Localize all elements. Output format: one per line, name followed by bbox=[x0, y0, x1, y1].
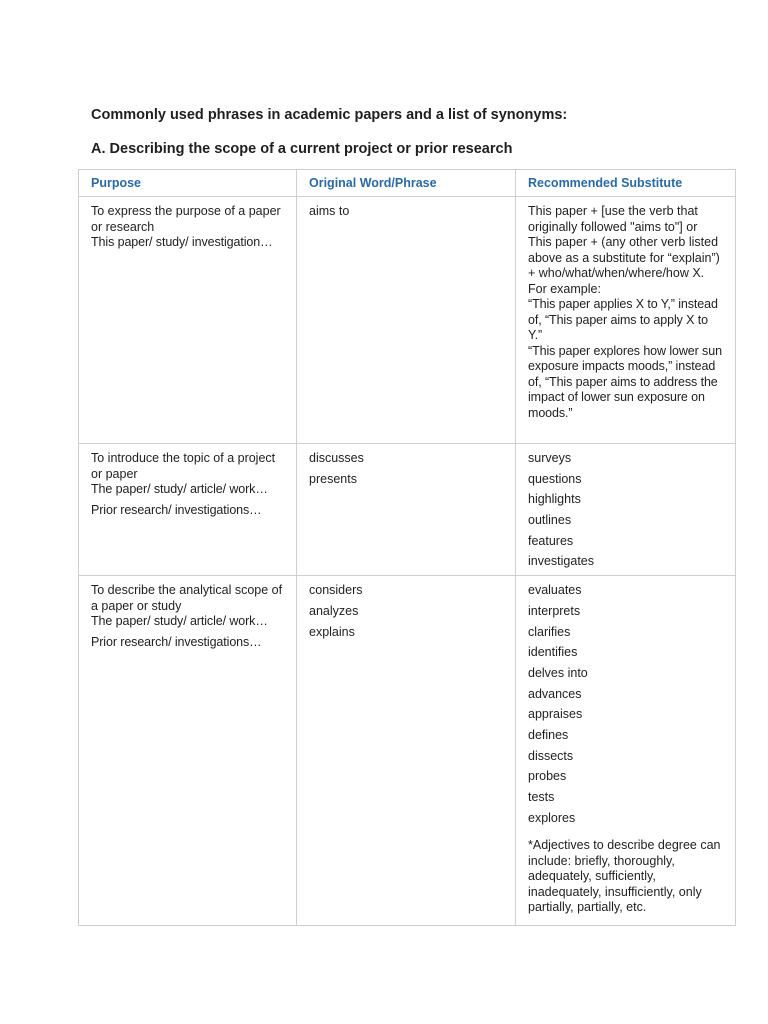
substitute-cell bbox=[516, 197, 736, 444]
example-text: “This paper explores how lower sun exposure impacts moods,” instead of, “This paper aims to address the impact of lower sun exposure on moods.” bbox=[528, 343, 722, 420]
original-phrase: aims to bbox=[309, 204, 350, 218]
purpose-text: To describe the analytical scope of a paper or study bbox=[91, 583, 283, 613]
substitute-word: evaluates bbox=[528, 583, 582, 598]
purpose-cell bbox=[79, 197, 297, 444]
substitute-word: delves into bbox=[528, 665, 588, 680]
document-title: Commonly used phrases in academic papers and a list of synonyms: bbox=[91, 107, 568, 123]
purpose-cell bbox=[79, 576, 297, 926]
substitute-word: appraises bbox=[528, 707, 583, 722]
subject-text: The paper/ study/ article/ work… bbox=[91, 614, 268, 629]
table-header-row bbox=[79, 170, 736, 197]
substitute-cell bbox=[516, 576, 736, 926]
original-phrase: presents bbox=[309, 471, 357, 486]
example-label: For example: bbox=[528, 281, 601, 296]
adjectives-note: *Adjectives to describe degree can include: briefly, thoroughly, adequately, sufficiently, inadequately, insufficiently, only partially, partially, etc. bbox=[528, 838, 721, 915]
original-phrase: analyzes bbox=[309, 603, 359, 618]
substitute-word: explores bbox=[528, 810, 576, 825]
substitute-word: tests bbox=[528, 790, 555, 804]
substitute-word: highlights bbox=[528, 492, 581, 507]
substitute-word: dissects bbox=[528, 748, 574, 763]
substitute-word: defines bbox=[528, 727, 569, 742]
substitute-word: surveys bbox=[528, 451, 572, 465]
section-title: A. Describing the scope of a current project or prior research bbox=[91, 141, 513, 157]
substitute-word: clarifies bbox=[528, 624, 571, 639]
substitute-word: probes bbox=[528, 769, 567, 784]
substitute-cell bbox=[516, 444, 736, 576]
table-row bbox=[79, 197, 736, 444]
substitute-word: outlines bbox=[528, 513, 572, 528]
original-phrase-cell bbox=[297, 444, 516, 576]
original-phrase-cell bbox=[297, 197, 516, 444]
substitute-word: interprets bbox=[528, 603, 581, 618]
example-text: “This paper applies X to Y,” instead of, “This paper aims to apply X to Y.” bbox=[528, 297, 718, 342]
substitute-text: This paper + [use the verb that originally followed "aims to"] or This paper + (any other verb listed above as a substitute for “explain”) + who/what/when/where/how X. bbox=[528, 204, 720, 280]
original-phrase-cell bbox=[297, 576, 516, 926]
table-row bbox=[79, 444, 736, 576]
substitute-word: identifies bbox=[528, 645, 578, 660]
header-original-phrase: Original Word/Phrase bbox=[297, 170, 516, 197]
subject-text: The paper/ study/ article/ work… bbox=[91, 482, 268, 496]
substitute-word: features bbox=[528, 533, 574, 548]
header-purpose: Purpose bbox=[79, 170, 297, 197]
purpose-text: To express the purpose of a paper or research bbox=[91, 204, 281, 234]
original-phrase: considers bbox=[309, 583, 363, 598]
substitute-word: questions bbox=[528, 471, 582, 486]
subject-text: This paper/ study/ investigation… bbox=[91, 235, 273, 249]
purpose-cell bbox=[79, 444, 297, 576]
original-phrase: explains bbox=[309, 624, 355, 639]
header-recommended-substitute: Recommended Substitute bbox=[516, 170, 736, 197]
subject-text: Prior research/ investigations… bbox=[91, 634, 262, 649]
original-phrase: discusses bbox=[309, 451, 364, 465]
substitute-word: investigates bbox=[528, 554, 595, 569]
subject-text: Prior research/ investigations… bbox=[91, 502, 262, 517]
table-row bbox=[79, 576, 736, 926]
substitute-word: advances bbox=[528, 686, 582, 701]
phrases-table bbox=[78, 169, 736, 926]
purpose-text: To introduce the topic of a project or paper bbox=[91, 451, 276, 481]
